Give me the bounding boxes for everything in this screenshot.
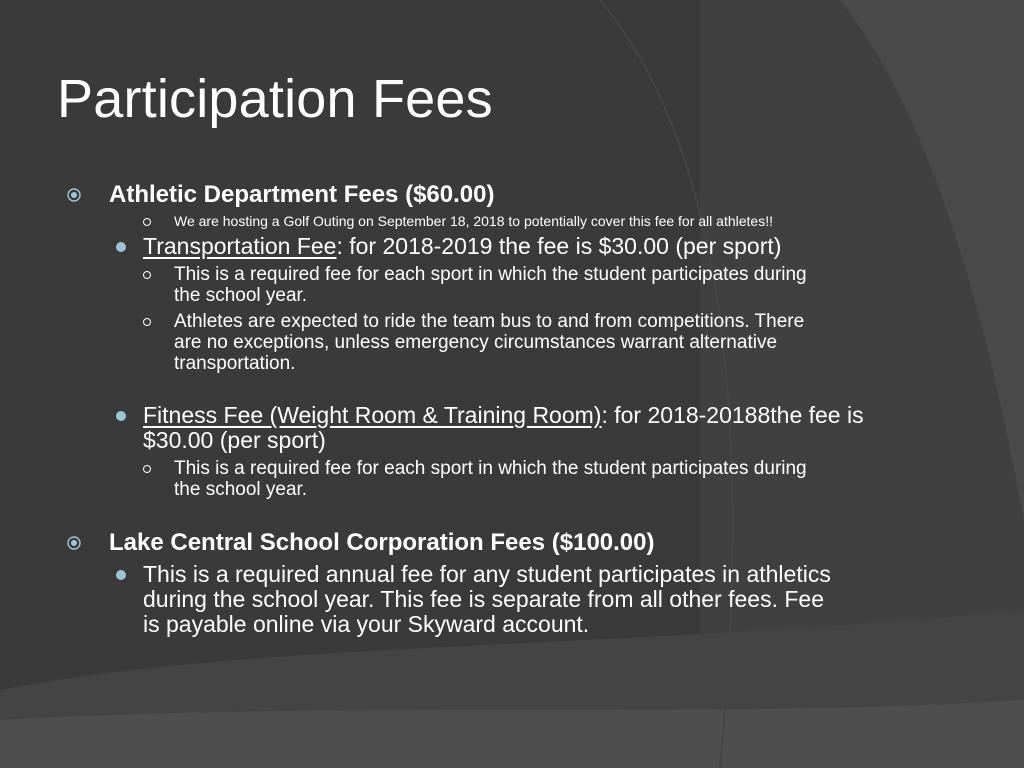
hollow-bullet-icon <box>143 318 151 326</box>
slide-title: Participation Fees <box>57 69 493 129</box>
hollow-bullet-icon <box>143 271 151 279</box>
dot-bullet-icon <box>116 411 126 421</box>
golf-outing-note: We are hosting a Golf Outing on September 18, 2018 to potentially cover this fee for all athletes!! <box>174 213 773 229</box>
transportation-fee-line <box>143 234 781 259</box>
dot-bullet-icon <box>116 570 126 580</box>
hollow-bullet-icon <box>143 465 151 473</box>
fitness-fee-label: Fitness Fee (Weight Room & Training Room) <box>143 402 602 428</box>
fitness-note-required: This is a required fee for each sport in which the student participates during the school year. <box>174 458 807 500</box>
transportation-fee-detail: : for 2018-2019 the fee is $30.00 (per sport) <box>336 233 782 259</box>
transportation-note-required: This is a required fee for each sport in which the student participates during the school year. <box>174 264 807 306</box>
fitness-fee-line <box>143 403 893 453</box>
transportation-fee-label: Transportation Fee <box>143 233 337 259</box>
target-bullet-icon <box>67 536 81 550</box>
fitness-fee-detail: : for 2018-20188the fee is $30.00 (per sport) <box>143 402 864 453</box>
corporation-fees-heading: Lake Central School Corporation Fees ($100.00) <box>109 529 655 556</box>
corporation-fee-description: This is a required annual fee for any student participates in athletics during the school year. This fee is separate from all other fees. Fee is payable online via your Skyward account. <box>143 561 831 637</box>
transportation-note-bus: Athletes are expected to ride the team bus to and from competitions. There are no exceptions, unless emergency circumstances warrant alternative transportation. <box>174 311 805 374</box>
athletic-fees-heading: Athletic Department Fees ($60.00) <box>109 181 495 208</box>
dot-bullet-icon <box>116 242 126 252</box>
hollow-bullet-icon <box>143 218 151 226</box>
target-bullet-icon <box>67 188 81 202</box>
